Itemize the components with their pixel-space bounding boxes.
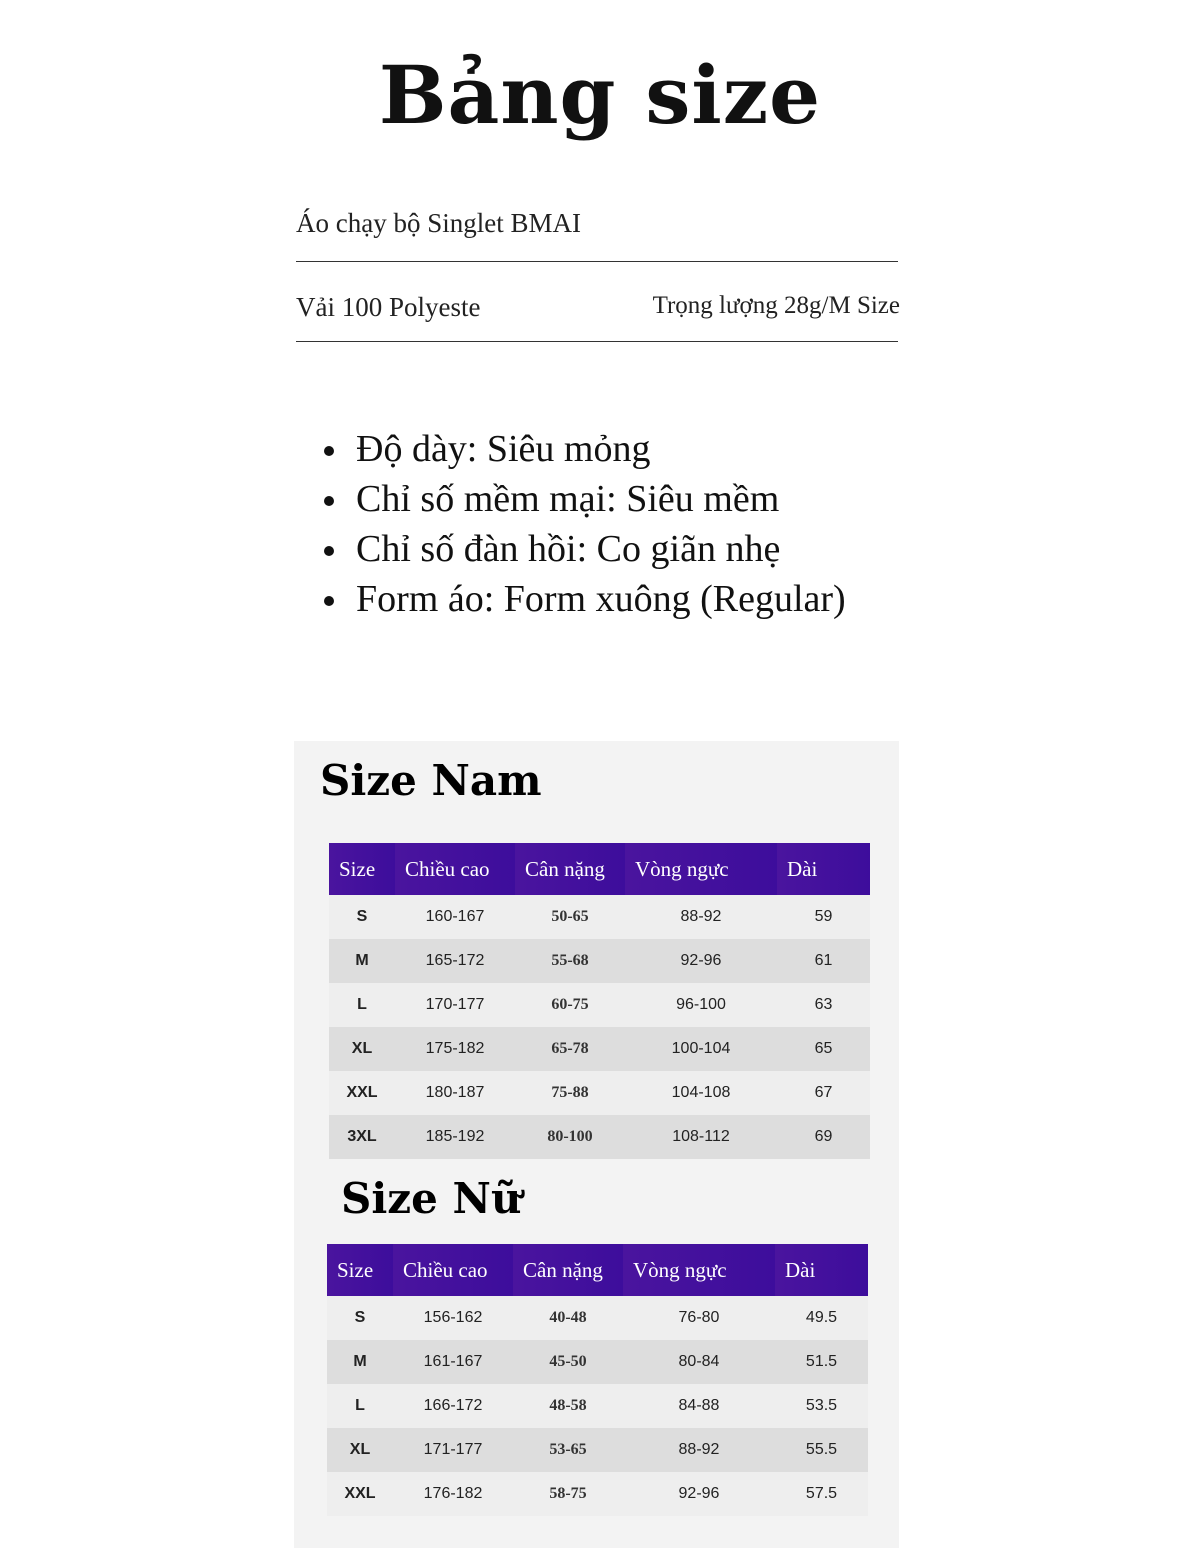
cell-height: 175-182 (395, 1027, 515, 1071)
cell-height: 180-187 (395, 1071, 515, 1115)
cell-size: S (329, 895, 395, 939)
cell-chest: 104-108 (625, 1071, 777, 1115)
cell-height: 176-182 (393, 1472, 513, 1516)
page-title: Bảng size (378, 48, 822, 142)
cell-height: 185-192 (395, 1115, 515, 1159)
men-size-title: Size Nam (320, 756, 542, 805)
cell-weight: 40-48 (513, 1296, 623, 1340)
weight-info: Trọng lượng 28g/M Size (652, 292, 900, 319)
table-row (329, 939, 870, 983)
feature-list (356, 424, 846, 624)
women-size-title: Size Nữ (341, 1174, 522, 1223)
product-name: Áo chạy bộ Singlet BMAI (296, 208, 581, 238)
feature-item: Form áo: Form xuông (Regular) (356, 574, 846, 624)
cell-length: 69 (777, 1115, 870, 1159)
cell-weight: 75-88 (515, 1071, 625, 1115)
col-header-height: Chiều cao (393, 1244, 513, 1296)
table-row (329, 1027, 870, 1071)
cell-weight: 65-78 (515, 1027, 625, 1071)
cell-length: 57.5 (775, 1472, 868, 1516)
cell-chest: 84-88 (623, 1384, 775, 1428)
cell-height: 170-177 (395, 983, 515, 1027)
cell-height: 171-177 (393, 1428, 513, 1472)
table-row (327, 1296, 868, 1340)
cell-length: 63 (777, 983, 870, 1027)
cell-weight: 53-65 (513, 1428, 623, 1472)
women-size-table (327, 1244, 868, 1516)
feature-item: Chỉ số đàn hồi: Co giãn nhẹ (356, 524, 846, 574)
cell-weight: 45-50 (513, 1340, 623, 1384)
cell-weight: 80-100 (515, 1115, 625, 1159)
cell-weight: 55-68 (515, 939, 625, 983)
col-header-length: Dài (777, 843, 870, 895)
table-row (329, 1071, 870, 1115)
divider (296, 341, 898, 342)
cell-chest: 88-92 (625, 895, 777, 939)
cell-chest: 92-96 (625, 939, 777, 983)
col-header-chest: Vòng ngực (625, 843, 777, 895)
fabric-info: Vải 100 Polyeste (296, 292, 481, 322)
feature-item: Độ dày: Siêu mỏng (356, 424, 846, 474)
cell-chest: 88-92 (623, 1428, 775, 1472)
cell-size: M (329, 939, 395, 983)
cell-size: S (327, 1296, 393, 1340)
cell-length: 65 (777, 1027, 870, 1071)
cell-size: XXL (329, 1071, 395, 1115)
cell-size: XXL (327, 1472, 393, 1516)
col-header-weight: Cân nặng (513, 1244, 623, 1296)
cell-size: 3XL (329, 1115, 395, 1159)
table-row (327, 1384, 868, 1428)
table-header-row (329, 843, 870, 895)
men-size-table (329, 843, 870, 1159)
cell-chest: 80-84 (623, 1340, 775, 1384)
col-header-weight: Cân nặng (515, 843, 625, 895)
cell-length: 61 (777, 939, 870, 983)
cell-height: 156-162 (393, 1296, 513, 1340)
col-header-size: Size (329, 843, 395, 895)
table-row (327, 1340, 868, 1384)
cell-size: M (327, 1340, 393, 1384)
cell-length: 49.5 (775, 1296, 868, 1340)
table-row (329, 983, 870, 1027)
cell-length: 55.5 (775, 1428, 868, 1472)
cell-size: L (329, 983, 395, 1027)
col-header-chest: Vòng ngực (623, 1244, 775, 1296)
cell-length: 53.5 (775, 1384, 868, 1428)
divider (296, 261, 898, 262)
feature-item: Chỉ số mềm mại: Siêu mềm (356, 474, 846, 524)
cell-weight: 60-75 (515, 983, 625, 1027)
cell-weight: 48-58 (513, 1384, 623, 1428)
cell-size: L (327, 1384, 393, 1428)
cell-weight: 58-75 (513, 1472, 623, 1516)
col-header-length: Dài (775, 1244, 868, 1296)
cell-length: 59 (777, 895, 870, 939)
table-row (329, 1115, 870, 1159)
table-row (327, 1472, 868, 1516)
table-header-row (327, 1244, 868, 1296)
col-header-height: Chiều cao (395, 843, 515, 895)
cell-size: XL (327, 1428, 393, 1472)
table-row (327, 1428, 868, 1472)
cell-height: 166-172 (393, 1384, 513, 1428)
cell-length: 51.5 (775, 1340, 868, 1384)
cell-height: 161-167 (393, 1340, 513, 1384)
cell-length: 67 (777, 1071, 870, 1115)
cell-chest: 108-112 (625, 1115, 777, 1159)
cell-chest: 100-104 (625, 1027, 777, 1071)
table-row (329, 895, 870, 939)
cell-weight: 50-65 (515, 895, 625, 939)
col-header-size: Size (327, 1244, 393, 1296)
cell-height: 165-172 (395, 939, 515, 983)
cell-height: 160-167 (395, 895, 515, 939)
cell-chest: 96-100 (625, 983, 777, 1027)
cell-size: XL (329, 1027, 395, 1071)
cell-chest: 92-96 (623, 1472, 775, 1516)
cell-chest: 76-80 (623, 1296, 775, 1340)
